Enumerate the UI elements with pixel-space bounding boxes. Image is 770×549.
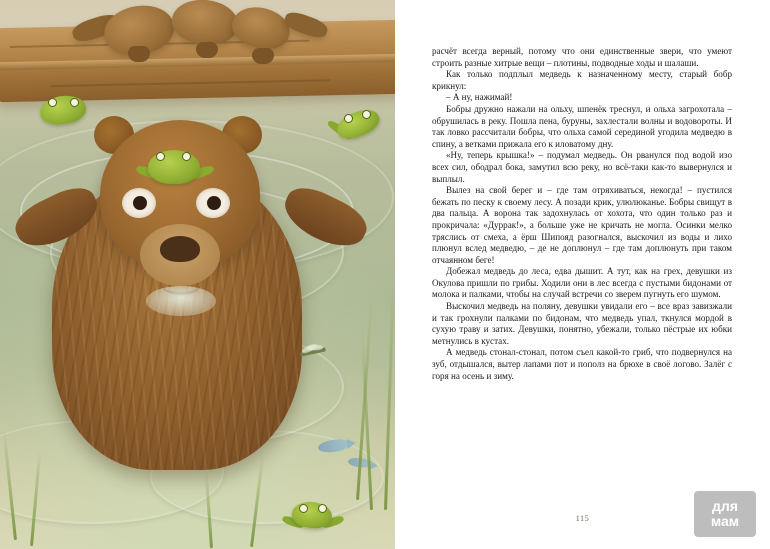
dialogue-line: – А ну, нажимай! bbox=[446, 92, 513, 103]
paragraph: Вылез на свой берег и – где там отряхиваться, некогда! – пустился бежать по песку к своему лесу. А позади крик, улюлюканье. Бобры свищут в два пальца. А ворона так задохнулась от хохота, что один только раз и прокричала: «Дуррак!», а больше уже не кричать не могла. Осинки мелко тряслись от смеха, а ёрш Шипояд разогнался, выскочил из воды и лихо плюнул вслед медведю, – де не доплюнул – где там доплюнуть при таком отчаянном беге! bbox=[432, 185, 732, 265]
frog-leaping bbox=[333, 105, 383, 144]
beaver-paw bbox=[196, 42, 218, 58]
watermark-line-2: мам bbox=[710, 513, 740, 529]
paragraph: А медведь стонал-стонал, потом съел какой-то гриб, что подвернулся на зуб, отдышался, вытер лапами пот и пополз на брюхе в своё логово. Залёг с горя на осень и зиму. bbox=[432, 347, 732, 381]
frog-eye bbox=[318, 504, 327, 513]
water-splash bbox=[146, 286, 216, 316]
frog-eye bbox=[182, 152, 191, 161]
watermark bbox=[694, 491, 756, 537]
reed bbox=[384, 280, 395, 510]
frog-eye bbox=[70, 98, 79, 107]
frog-eye bbox=[362, 110, 371, 119]
beaver-paw bbox=[128, 46, 150, 62]
paragraph: Как только подплыл медведь к назначенному месту, старый бобр крикнул: bbox=[432, 69, 732, 91]
text-page bbox=[395, 0, 770, 549]
watermark-line-1: для bbox=[712, 498, 738, 514]
paragraph: Бобры дружно нажали на ольху, шпенёк треснул, и ольха загрохотала – обрушилась в реку. Пошла пена, буруны, захлестали волны и водовороты. И так ловко рассчитали бобры, что ольха самой серединой угодила медведю в спину, а ветками прижала его к иловатому дну. bbox=[432, 103, 732, 149]
page-number: 115 bbox=[575, 514, 590, 523]
paragraph: Добежал медведь до леса, едва дышит. А тут, как на грех, девушки из Окулова пришли по грибы. Ходили они в лес всегда с пустыми бидонами от молока и палками, чтобы на случай встречи со зверем пугнуть его шумом. bbox=[432, 266, 732, 300]
frog-eye bbox=[299, 504, 308, 513]
paragraph: «Ну, теперь крышка!» – подумал медведь. Он рванулся под водой изо всех сил, ободрал бока, замутил всю реку, но всё-таки как-то вывернулся и выплыл. bbox=[432, 150, 732, 184]
frog-eye bbox=[344, 114, 353, 123]
bear-pupil-left bbox=[133, 196, 147, 210]
story-text-column bbox=[432, 46, 732, 382]
log-grain bbox=[50, 79, 330, 87]
frog-eye bbox=[156, 152, 165, 161]
bear-nose bbox=[160, 236, 200, 262]
beaver-paw bbox=[252, 48, 274, 64]
frog-eye bbox=[48, 98, 57, 107]
paragraph: Выскочил медведь на поляну, девушки увидали его – все враз завизжали и так грохнули палками по бидонам, что медведь упал, ткнулся мордой в сухую траву и затих. Девушки, понятно, убежали, только пёстрые их юбки метнулись в кустах. bbox=[432, 301, 732, 346]
paragraph: расчёт всегда верный, потому что они единственные звери, что умеют строить разные хитрые вещи – плотины, подводные ходы и шалаши. bbox=[432, 46, 732, 68]
bear-pupil-right bbox=[207, 196, 221, 210]
